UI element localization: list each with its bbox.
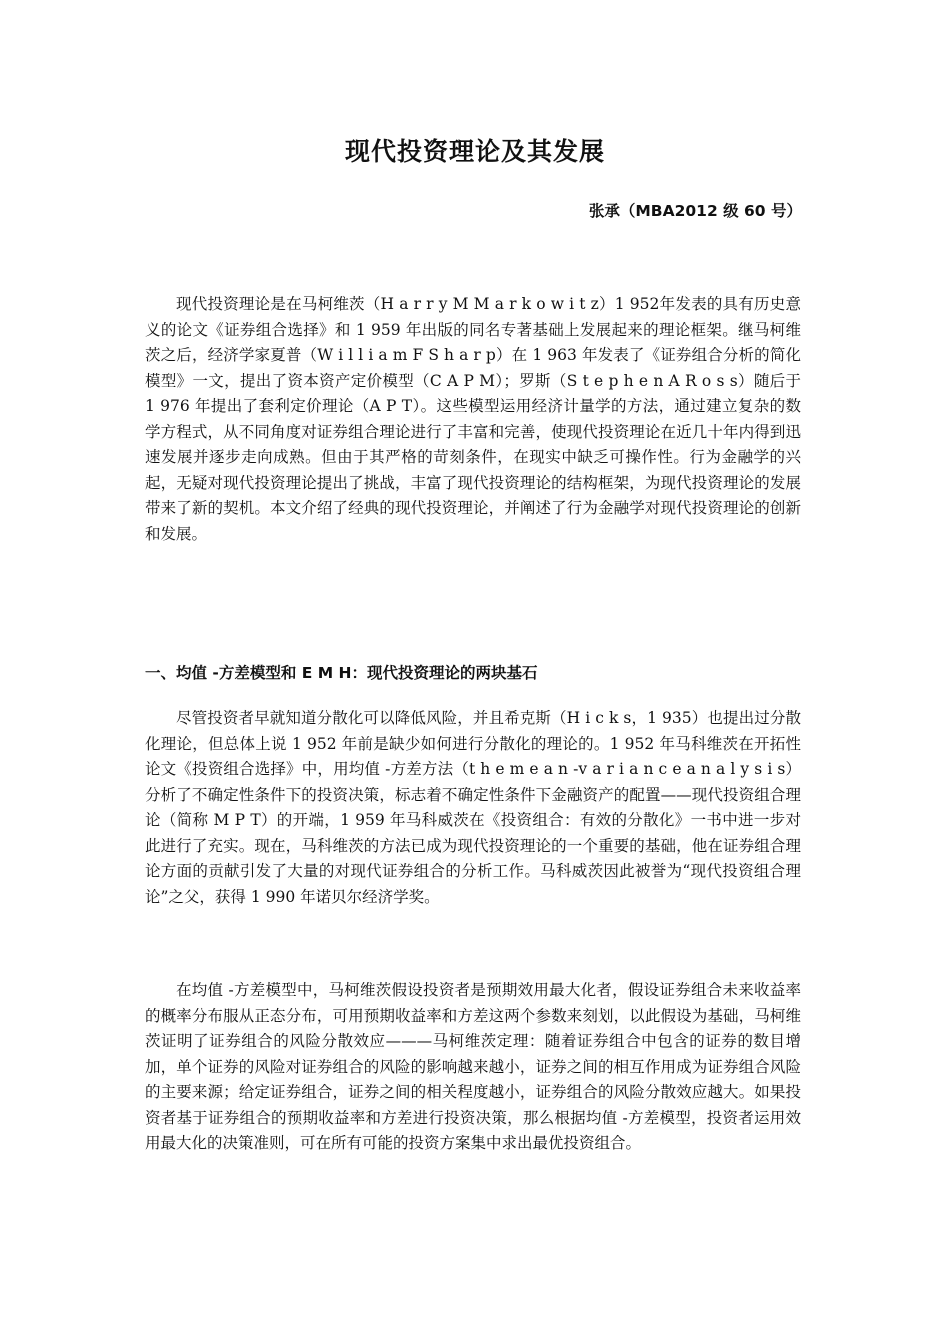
body-paragraph-2: 在均值 -方差模型中，马柯维茨假设投资者是预期效用最大化者，假设证券组合未来收益率的概率分布服从正态分布，可用预期收益率和方差这两个参数来刻划，以此假设为基础，马柯维茨证明了证券组合的风险分散效应———马柯维茨定理：随着证券组合中包含的证券的数目增加，单个证券的风险对证券组合的风险的影响越来越小，证券之间的相互作用成为证券组合风险的主要来源；给定证券组合，证券之间的相关程度越小，证券组合的风险分散效应越大。如果投资者基于证券组合的预期收益率和方差进行投资决策，那么根据均值 -方差模型，投资者运用效用最大化的决策准则，可在所有可能的投资方案集中求出最优投资组合。 (145, 981, 801, 1152)
section-heading: 一、均值 -方差模型和 E M H：现代投资理论的两块基石 (145, 664, 538, 682)
author-line: 张承（MBA2012 级 60 号） (588, 202, 802, 220)
page-title: 现代投资理论及其发展 (344, 137, 605, 166)
body-paragraph-1: 尽管投资者早就知道分散化可以降低风险，并且希克斯（H i c k s，1 935）也提出过分散化理论，但总体上说 1 952 年前是缺少如何进行分散化的理论的。1 952 年马科维茨在开拓性论文《投资组合选择》中，用均值 -方差方法（t h e m e a n -v a r i a n c e a n a l y s i s）分析了不确定性条件下的投资决策，标志着不确定性条件下金融资产的配置——现代投资组合理论（简称 M P T）的开端，1 959 年马科威茨在《投资组合：有效的分散化》一书中进一步对此进行了充实。现在，马科维茨的方法已成为现代投资理论的一个重要的基础，他在证券组合理论方面的贡献引发了大量的对现代证券组合的分析工作。马科威茨因此被誉为“现代投资组合理论”之父，获得 1 990 年诺贝尔经济学奖。 (145, 709, 801, 906)
abstract-paragraph: 现代投资理论是在马柯维茨（H a r r y M M a r k o w i t z）1 952年发表的具有历史意义的论文《证券组合选择》和 1 959 年出版的同名专著基础上发展起来的理论框架。继马柯维茨之后，经济学家夏普（W i l l i a m F S h a r p）在 1 963 年发表了《证券组合分析的简化模型》一文，提出了资本资产定价模型（C A P M）；罗斯（S t e p h e n A R o s s）随后于 1 976 年提出了套利定价理论（A P T）。这些模型运用经济计量学的方法，通过建立复杂的数学方程式，从不同角度对证券组合理论进行了丰富和完善，使现代投资理论在近几十年内得到迅速发展并逐步走向成熟。但由于其严格的苛刻条件，在现实中缺乏可操作性。行为金融学的兴起，无疑对现代投资理论提出了挑战，丰富了现代投资理论的结构框架，为现代投资理论的发展带来了新的契机。本文介绍了经典的现代投资理论，并阐述了行为金融学对现代投资理论的创新和发展。 (145, 295, 801, 543)
